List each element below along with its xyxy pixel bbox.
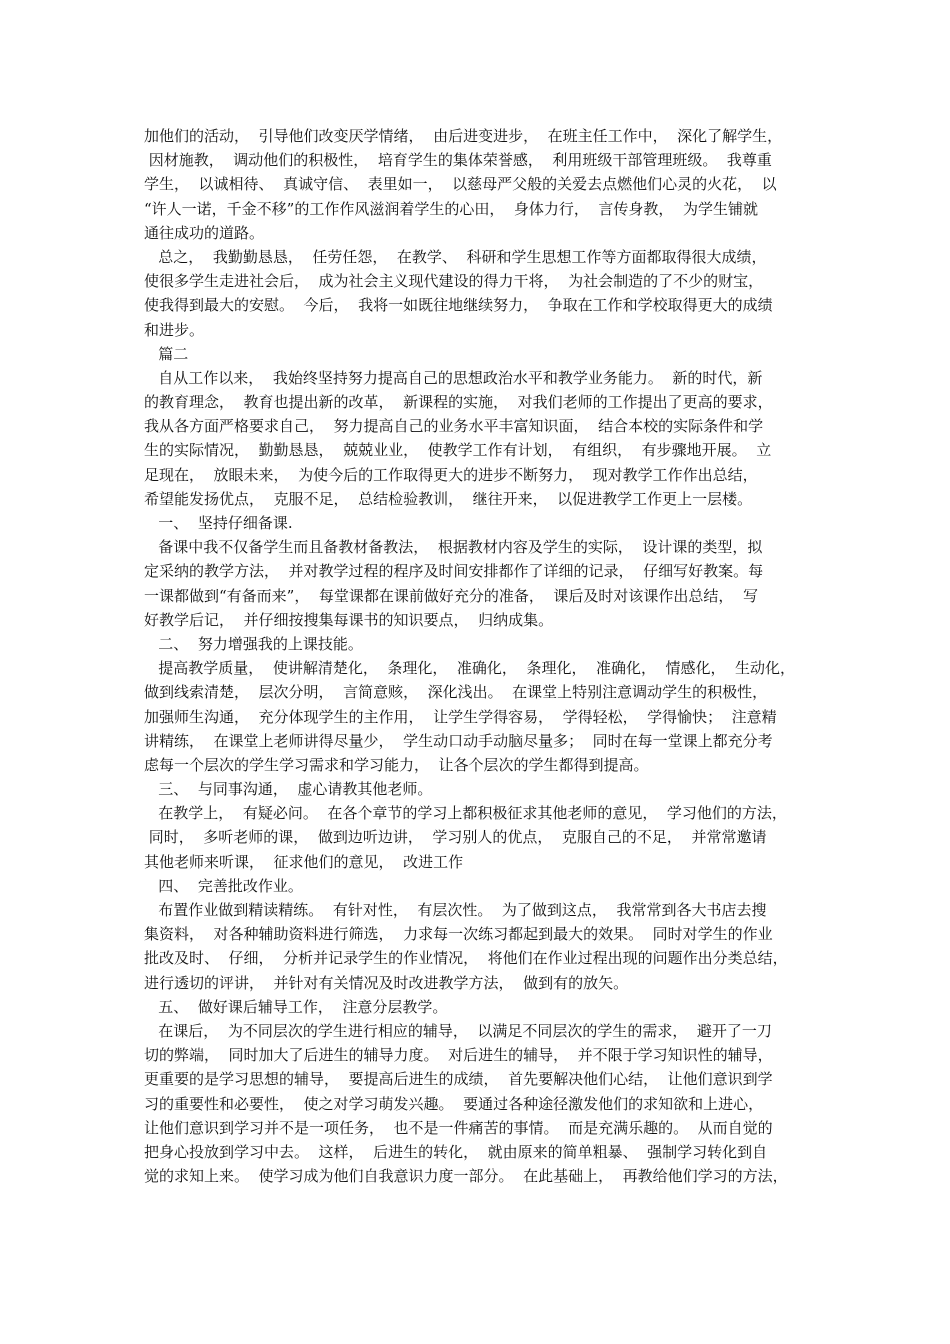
text-line: 因材施教， 调动他们的积极性， 培育学生的集体荣誉感， 利用班级干部管理班级。 我尊重 [144, 151, 772, 170]
text-line: 在教学上， 有疑必问。 在各个章节的学习上都积极征求其他老师的意见， 学习他们的方法， [144, 804, 787, 823]
section-heading: 五、 做好课后辅导工作， 注意分层教学。 [144, 997, 448, 1016]
text-line: 生的实际情况， 勤勤恳恳， 兢兢业业， 使教学工作有计划， 有组织， 有步骤地开展。 立 [144, 441, 772, 460]
text-line: 总之， 我勤勤恳恳， 任劳任怨， 在教学、 科研和学生思想工作等方面都取得很大成绩， [144, 247, 767, 266]
text-line: 学生， 以诚相待、 真诚守信、 表里如一， 以慈母严父般的关爱去点燃他们心灵的火花， 以 [144, 175, 777, 194]
text-line: 我从各方面严格要求自己， 努力提高自己的业务水平丰富知识面， 结合本校的实际条件和学 [144, 417, 764, 436]
text-line: 同时， 多听老师的课， 做到边听边讲， 学习别人的优点， 克服自己的不足， 并常常邀请 [144, 828, 767, 847]
text-line: 在课后， 为不同层次的学生进行相应的辅导， 以满足不同层次的学生的需求， 避开了一刀 [144, 1021, 772, 1040]
document-body [144, 124, 820, 1188]
text-line: 加强师生沟通， 充分体现学生的主作用， 让学生学得容易， 学得轻松， 学得愉快； 注意精 [144, 707, 777, 726]
text-line: 希望能发扬优点， 克服不足， 总结检验教训， 继往开来， 以促进教学工作更上一层楼。 [144, 489, 753, 508]
text-line: 定采纳的教学方法， 并对教学过程的程序及时间安排都作了详细的记录， 仔细写好教案。每 [144, 562, 764, 581]
text-line: 集资料， 对各种辅助资料进行筛选， 力求每一次练习都起到最大的效果。 同时对学生的作业 [144, 925, 773, 944]
text-line: 使很多学生走进社会后， 成为社会主义现代建设的得力干将， 为社会制造的了不少的财宝， [144, 272, 764, 291]
section-heading: 一、 坚持仔细备课. [144, 514, 293, 532]
text-line: “许人一诺，千金不移”的工作作风滋润着学生的心田， 身体力行， 言传身教， 为学生铺就 [144, 199, 758, 218]
text-line: 讲精练， 在课堂上老师讲得尽量少， 学生动口动手动脑尽量多； 同时在每一堂课上都充分考 [144, 731, 773, 750]
text-line: 和进步。 [144, 320, 205, 339]
text-line: 更重要的是学习思想的辅导， 要提高后进生的成绩， 首先要解决他们心结， 让他们意识到学 [144, 1070, 773, 1089]
text-line: 让他们意识到学习并不是一项任务， 也不是一件痛苦的事情。 而是充满乐趣的。 从而自觉的 [144, 1118, 773, 1137]
text-line: 通往成功的道路。 [144, 223, 265, 242]
text-line: 的教育理念， 教育也提出新的改革， 新课程的实施， 对我们老师的工作提出了更高的要求， [144, 393, 773, 412]
text-line: 好教学后记， 并仔细按搜集每课书的知识要点， 归纳成集。 [144, 610, 554, 629]
text-line: 备课中我不仅备学生而且备教材备教法， 根据教材内容及学生的实际， 设计课的类型，拟 [144, 538, 763, 557]
text-line: 做到线索清楚， 层次分明， 言简意赅， 深化浅出。 在课堂上特别注意调动学生的积极性， [144, 683, 768, 702]
text-line: 觉的求知上来。 使学习成为他们自我意识力度一部分。 在此基础上， 再教给他们学习的方法， [144, 1167, 788, 1186]
section-heading: 四、 完善批改作业。 [144, 876, 303, 895]
text-line: 把身心投放到学习中去。 这样， 后进生的转化， 就由原来的简单粗暴、 强制学习转化到自 [144, 1142, 768, 1161]
section-heading: 篇二 [144, 344, 189, 363]
text-line: 切的弊端， 同时加大了后进生的辅导力度。 对后进生的辅导， 并不限于学习知识性的辅导， [144, 1046, 773, 1065]
text-line: 加他们的活动， 引导他们改变厌学情绪， 由后进变进步， 在班主任工作中， 深化了解学生， [144, 127, 783, 145]
text-line: 其他老师来听课， 征求他们的意见， 改进工作 [144, 852, 464, 871]
text-line: 布置作业做到精读精练。 有针对性， 有层次性。 为了做到这点， 我常常到各大书店去搜 [144, 901, 767, 919]
section-heading: 二、 努力增强我的上课技能。 [144, 634, 363, 653]
text-line: 虑每一个层次的学生学习需求和学习能力， 让各个层次的学生都得到提高。 [144, 755, 649, 774]
text-line: 批改及时、 仔细， 分析并记录学生的作业情况， 将他们在作业过程出现的问题作出分类总结， [144, 949, 788, 968]
text-line: 一课都做到“有备而来”， 每堂课都在课前做好充分的准备， 课后及时对该课作出总结， 写 [144, 586, 758, 605]
text-line: 足现在， 放眼未来， 为使今后的工作取得更大的进步不断努力， 现对教学工作作出总结， [144, 465, 758, 484]
text-line: 习的重要性和必要性， 使之对学习萌发兴趣。 要通过各种途径激发他们的求知欲和上进心， [144, 1094, 764, 1113]
text-line: 进行透切的评讲， 并针对有关情况及时改进教学方法， 做到有的放矢。 [144, 973, 629, 992]
section-heading: 三、 与同事沟通， 虚心请教其他老师。 [144, 780, 433, 799]
text-line: 提高教学质量， 使讲解清楚化， 条理化， 准确化， 条理化， 准确化， 情感化， 生动化， [144, 659, 796, 678]
text-line: 使我得到最大的安慰。 今后， 我将一如既往地继续努力， 争取在工作和学校取得更大的成绩 [144, 296, 773, 315]
text-line: 自从工作以来， 我始终坚持努力提高自己的思想政治水平和教学业务能力。 新的时代，新 [144, 368, 763, 387]
